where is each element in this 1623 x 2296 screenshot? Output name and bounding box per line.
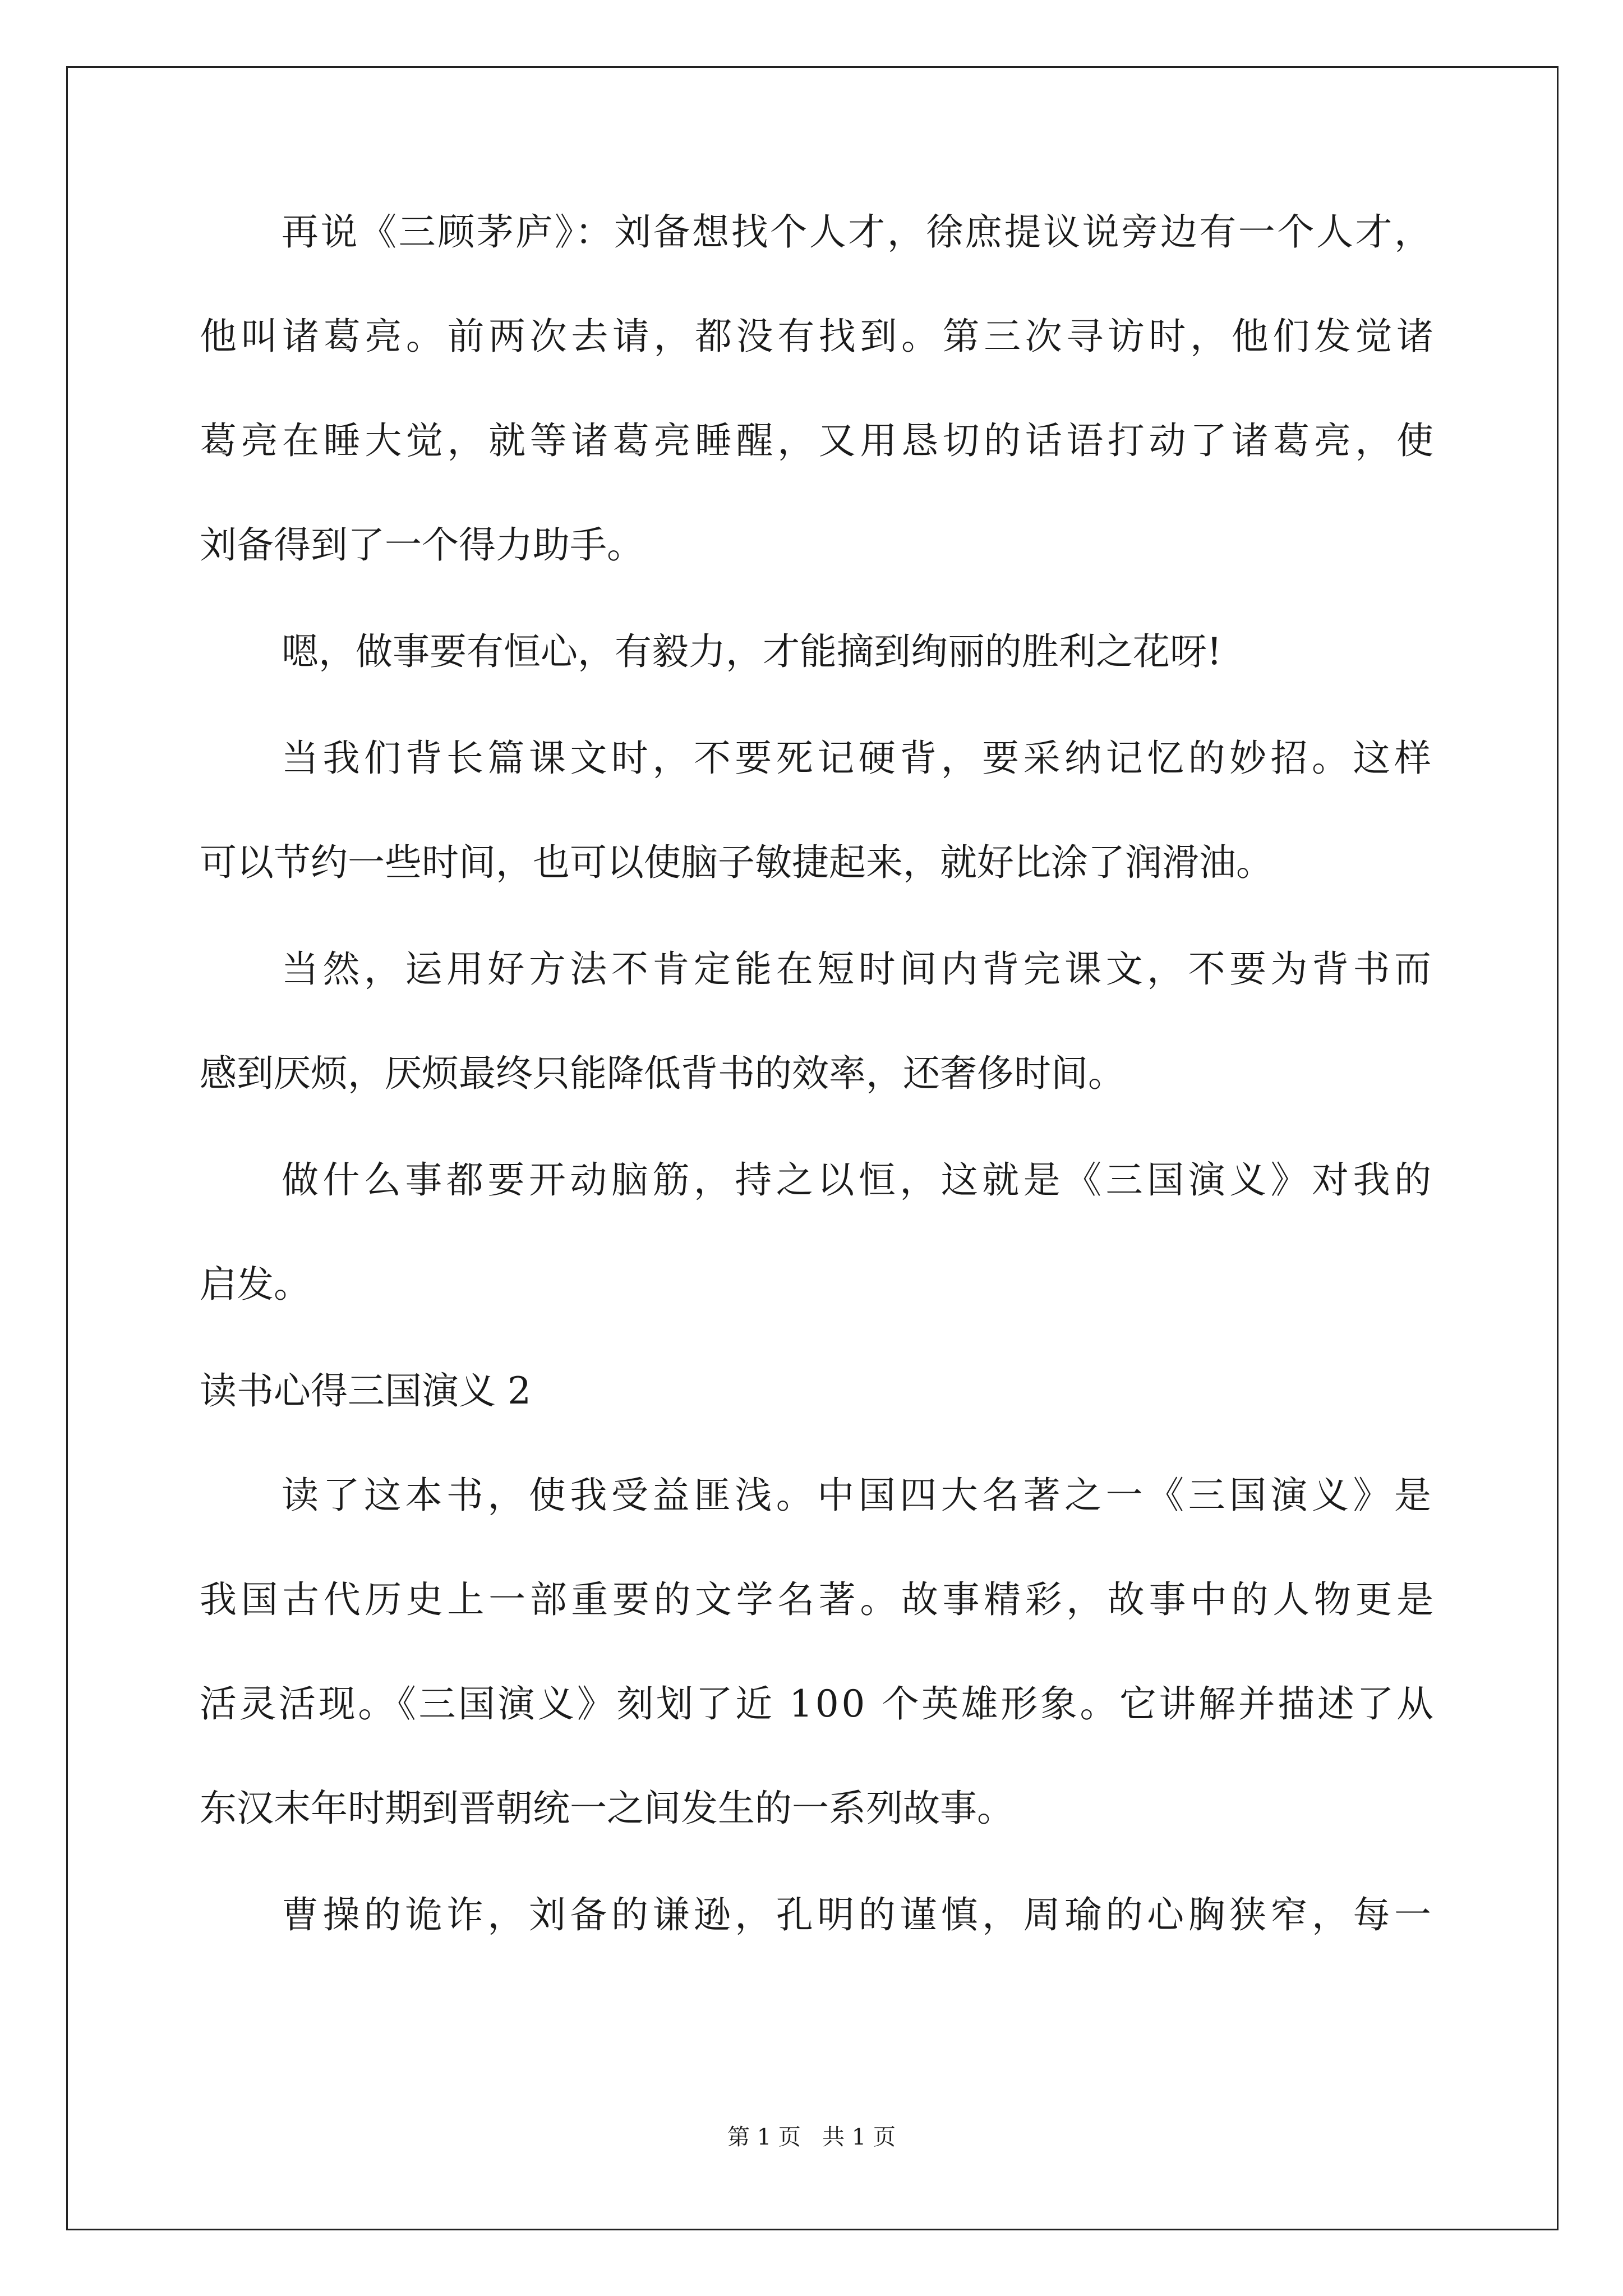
text-line: 再说《三顾茅庐》：刘备想找个人才，徐庶提议说旁边有一个人才， [282, 210, 1433, 254]
text-line: 曹操的诡诈，刘备的谦逊，孔明的谨慎，周瑜的心胸狭窄，每一 [282, 1893, 1436, 1936]
text-line: 葛亮在睡大觉，就等诸葛亮睡醒，又用恳切的话语打动了诸葛亮，使 [200, 419, 1438, 462]
text-line: 启发。 [200, 1263, 311, 1306]
text-line: 东汉末年时期到晋朝统一之间发生的一系列故事。 [200, 1787, 1014, 1830]
text-line: 当然，运用好方法不肯定能在短时间内背完课文，不要为背书而 [282, 947, 1436, 991]
text-line: 可以节约一些时间，也可以使脑子敏捷起来，就好比涂了润滑油。 [200, 841, 1273, 884]
text-line: 读了这本书，使我受益匪浅。中国四大名著之一《三国演义》是 [282, 1474, 1436, 1517]
text-line: 嗯，做事要有恒心，有毅力，才能摘到绚丽的胜利之花呀! [282, 630, 1222, 673]
text-line: 我国古代历史上一部重要的文学名著。故事精彩，故事中的人物更是 [200, 1578, 1438, 1621]
page-footer: 第 1 页 共 1 页 [727, 2124, 896, 2150]
text-line: 他叫诸葛亮。前两次去请，都没有找到。第三次寻访时，他们发觉诸 [200, 315, 1438, 358]
text-line: 感到厌烦，厌烦最终只能降低背书的效率，还奢侈时间。 [200, 1052, 1125, 1095]
section-title: 读书心得三国演义 2 [200, 1369, 531, 1412]
text-line: 当我们背长篇课文时，不要死记硬背，要采纳记忆的妙招。这样 [282, 737, 1436, 780]
text-line: 刘备得到了一个得力助手。 [200, 523, 644, 567]
text-line: 做什么事都要开动脑筋，持之以恒，这就是《三国演义》对我的 [282, 1158, 1436, 1202]
text-line: 活灵活现。《三国演义》刻划了近 100 个英雄形象。它讲解并描述了从 [200, 1682, 1436, 1726]
